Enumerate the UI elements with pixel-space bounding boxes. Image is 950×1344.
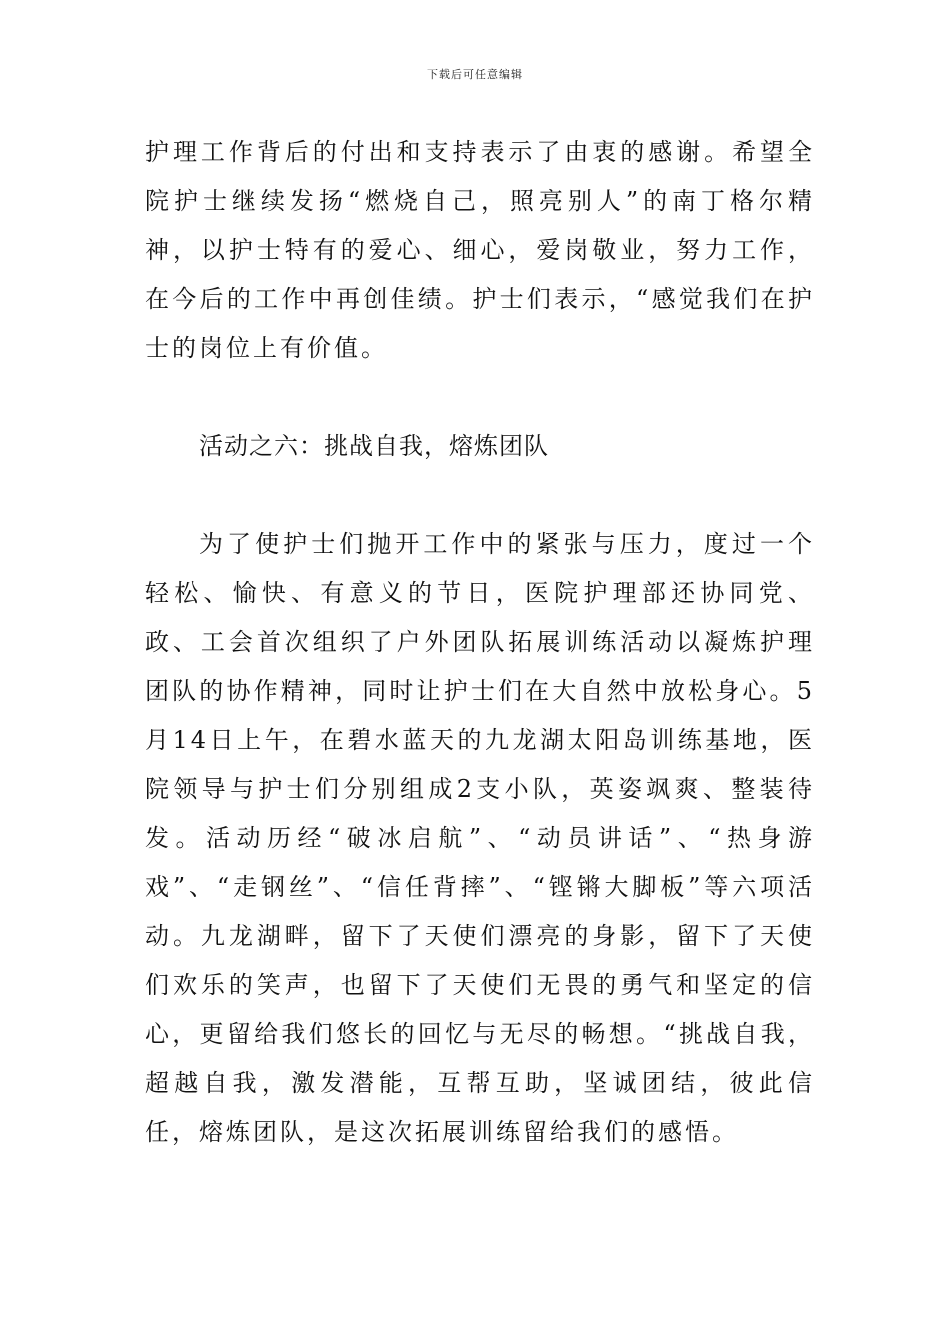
paragraph-continuation: 护理工作背后的付出和支持表示了由衷的感谢。希望全院护士继续发扬“燃烧自己，照亮别人”的南丁格尔精神，以护士特有的爱心、细心，爱岗敬业，努力工作，在今后的工作中再创佳绩。护士们表示，“感觉我们在护士的岗位上有价值。	[145, 138, 815, 362]
section-heading: 活动之六：挑战自我，熔炼团队	[199, 432, 549, 460]
page-header: 下载后可任意编辑	[427, 68, 523, 81]
blank-line	[145, 471, 815, 520]
paragraph-activity-six: 为了使护士们抛开工作中的紧张与压力，度过一个轻松、愉快、有意义的节日，医院护理部还协同党、政、工会首次组织了户外团队拓展训练活动以凝炼护理团队的协作精神，同时让护士们在大自然中放松身心。5月14日上午，在碧水蓝天的九龙湖太阳岛训练基地，医院领导与护士们分别组成2支小队，英姿飒爽、整装待发。活动历经“破冰启航”、“动员讲话”、“热身游戏”、“走钢丝”、“信任背摔”、“铿锵大脚板”等六项活动。九龙湖畔，留下了天使们漂亮的身影，留下了天使们欢乐的笑声，也留下了天使们无畏的勇气和坚定的信心，更留给我们悠长的回忆与无尽的畅想。“挑战自我，超越自我，激发潜能，互帮互助，坚诚团结，彼此信任，熔炼团队，是这次拓展训练留给我们的感悟。	[145, 530, 815, 1146]
document-body	[145, 128, 815, 1157]
blank-line	[145, 373, 815, 422]
